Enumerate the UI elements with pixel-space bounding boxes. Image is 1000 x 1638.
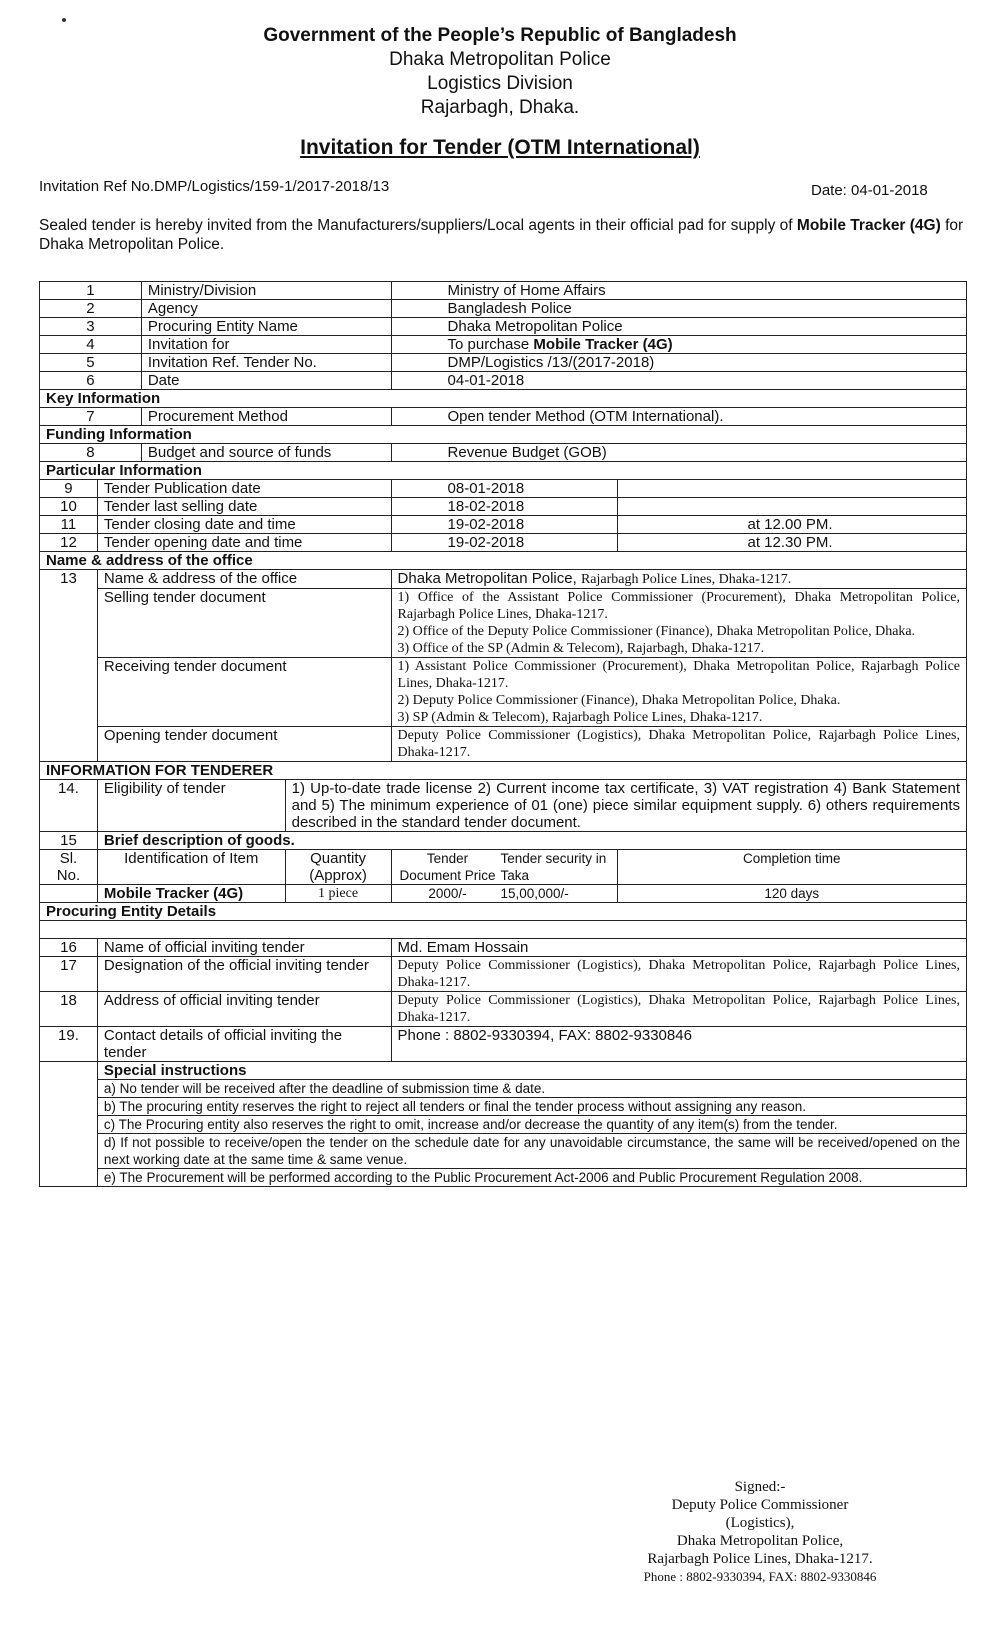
row-no: 19. [40, 1027, 98, 1062]
row-value: Deputy Police Commissioner (Logistics), Dhaka Metropolitan Police, Rajarbagh Police Lines, Dhaka-1217. [391, 957, 966, 992]
col-security: Tender security in Taka [500, 851, 607, 883]
selling-item: 2) Office of the Deputy Police Commissioner (Finance), Dhaka Metropolitan Police, Dhaka. [397, 624, 916, 639]
row-value-bold: Mobile Tracker (4G) [533, 336, 673, 353]
row-label: Date [141, 372, 391, 390]
eligibility-value: 1) Up-to-date trade license 2) Current income tax certificate, 3) VAT registration 4) Bank Statement and 5) The minimum experience of 01 (one) piece similar equipment supply. 6) others requirements described in the standard tender document. [285, 780, 966, 832]
goods-security: 15,00,000/- [500, 886, 569, 901]
table-row [40, 372, 967, 390]
goods-completion: 120 days [617, 885, 967, 903]
table-row [40, 300, 967, 318]
row-time [617, 480, 967, 498]
section-heading-row [40, 390, 967, 408]
table-row [40, 498, 967, 516]
row-no: 14. [40, 780, 98, 832]
opening-label: Opening tender document [97, 727, 391, 762]
tenderer-heading: INFORMATION FOR TENDERER [40, 762, 967, 780]
table-row [40, 336, 967, 354]
row-value [391, 336, 966, 354]
opening-value: Deputy Police Commissioner (Logistics), Dhaka Metropolitan Police, Rajarbagh Police Lines, Dhaka-1217. [391, 727, 966, 762]
row-value: 18-02-2018 [391, 498, 617, 516]
row-label: Procuring Entity Name [141, 318, 391, 336]
row-value: Dhaka Metropolitan Police [391, 318, 966, 336]
row-no: 5 [40, 354, 142, 372]
spacer [40, 921, 967, 939]
header-government: Government of the People’s Republic of Bangladesh [263, 25, 737, 46]
goods-price: 2000/- [428, 886, 467, 901]
table-row [40, 480, 967, 498]
special-c: c) The Procuring entity also reserves the right to omit, increase and/or decrease the quantity of any item(s) from the tender. [97, 1116, 966, 1134]
row-label: Address of official inviting tender [97, 992, 391, 1027]
col-price-security [391, 850, 617, 885]
row-label: Invitation for [141, 336, 391, 354]
row-label: Agency [141, 300, 391, 318]
table-row [40, 570, 967, 589]
col-price: Tender Document Price [399, 851, 496, 883]
tender-table [39, 281, 967, 1187]
table-row [40, 727, 967, 762]
special-heading-row [40, 1062, 967, 1080]
office-name-value [391, 570, 966, 589]
row-value: Deputy Police Commissioner (Logistics), Dhaka Metropolitan Police, Rajarbagh Police Lines, Dhaka-1217. [391, 992, 966, 1027]
table-row [40, 939, 967, 957]
row-value: 19-02-2018 [391, 534, 617, 552]
row-label: Designation of the official inviting tender [97, 957, 391, 992]
col-qty: Quantity (Approx) [285, 850, 391, 885]
row-no: 9 [40, 480, 98, 498]
office-heading: Name & address of the office [40, 552, 967, 570]
row-no: 12 [40, 534, 98, 552]
row-no: 15 [40, 832, 98, 850]
special-row [40, 1080, 967, 1098]
table-row [40, 780, 967, 832]
row-label: Tender opening date and time [97, 534, 391, 552]
table-row [40, 516, 967, 534]
row-no: 3 [40, 318, 142, 336]
selling-value [391, 589, 966, 658]
office-name-a: Dhaka Metropolitan Police, [397, 570, 581, 587]
special-row [40, 1098, 967, 1116]
special-gutter [40, 1062, 98, 1187]
col-sl: Sl. No. [40, 850, 98, 885]
row-label: Contact details of official inviting the tender [97, 1027, 391, 1062]
special-e: e) The Procurement will be performed according to the Public Procurement Act-2006 and Public Procurement Regulation 2008. [97, 1169, 966, 1187]
row-no: 8 [40, 444, 142, 462]
row-value: DMP/Logistics /13/(2017-2018) [391, 354, 966, 372]
signature-line: Deputy Police Commissioner [671, 1497, 849, 1513]
receiving-item: 2) Deputy Police Commissioner (Finance), Dhaka Metropolitan Police, Dhaka. [397, 693, 841, 708]
row-label: Tender last selling date [97, 498, 391, 516]
special-a: a) No tender will be received after the deadline of submission time & date. [97, 1080, 966, 1098]
row-value: 08-01-2018 [391, 480, 617, 498]
signature-line: (Logistics), [725, 1515, 795, 1531]
goods-heading: Brief description of goods. [97, 832, 966, 850]
section-heading-row [40, 903, 967, 921]
row-no: 2 [40, 300, 142, 318]
row-label: Invitation Ref. Tender No. [141, 354, 391, 372]
receiving-item: 3) SP (Admin & Telecom), Rajarbagh Police Lines, Dhaka-1217. [397, 710, 763, 725]
special-row [40, 1116, 967, 1134]
row-no: 11 [40, 516, 98, 534]
special-d: d) If not possible to receive/open the tender on the schedule date for any unavoidable circumstance, the same will be received/opened on the next working date at the same time & same venue. [97, 1134, 966, 1169]
row-value: 19-02-2018 [391, 516, 617, 534]
entity-heading: Procuring Entity Details [40, 903, 967, 921]
key-info-heading: Key Information [40, 390, 967, 408]
table-row [40, 318, 967, 336]
row-value: Phone : 8802-9330394, FAX: 8802-9330846 [391, 1027, 966, 1062]
special-heading: Special instructions [97, 1062, 966, 1080]
scan-mark [62, 18, 66, 22]
row-no: 17 [40, 957, 98, 992]
section-heading-row [40, 426, 967, 444]
row-value: Revenue Budget (GOB) [391, 444, 966, 462]
col-item: Identification of Item [97, 850, 285, 885]
row-no: 7 [40, 408, 142, 426]
special-b: b) The procuring entity reserves the right to reject all tenders or final the tender process without assigning any reason. [97, 1098, 966, 1116]
signature-line: Dhaka Metropolitan Police, [676, 1533, 844, 1549]
row-label: Tender Publication date [97, 480, 391, 498]
row-value: Bangladesh Police [391, 300, 966, 318]
goods-header-row [40, 850, 967, 885]
table-row [40, 534, 967, 552]
row-no: 10 [40, 498, 98, 516]
particular-heading: Particular Information [40, 462, 967, 480]
table-row [40, 1027, 967, 1062]
row-label: Procurement Method [141, 408, 391, 426]
header-dmp: Dhaka Metropolitan Police [389, 49, 611, 70]
intro-paragraph [39, 216, 967, 254]
goods-qty: 1 piece [285, 885, 391, 903]
selling-label: Selling tender document [97, 589, 391, 658]
special-row [40, 1169, 967, 1187]
row-time: at 12.30 PM. [617, 534, 967, 552]
signature-block [570, 1478, 950, 1586]
signature-line: Phone : 8802-9330394, FAX: 8802-9330846 [643, 1569, 877, 1584]
col-completion: Completion time [617, 850, 967, 885]
goods-price-security [391, 885, 617, 903]
goods-sl [40, 885, 98, 903]
receiving-value [391, 658, 966, 727]
intro-item: Mobile Tracker (4G) [796, 217, 941, 234]
section-heading-row [40, 462, 967, 480]
table-row [40, 658, 967, 727]
table-row [40, 444, 967, 462]
row-no: 6 [40, 372, 142, 390]
row-value: Md. Emam Hossain [391, 939, 966, 957]
header-division: Logistics Division [427, 73, 573, 94]
row-value: 04-01-2018 [391, 372, 966, 390]
row-value: Open tender Method (OTM International). [391, 408, 966, 426]
receiving-label: Receiving tender document [97, 658, 391, 727]
receiving-item: 1) Assistant Police Commissioner (Procurement), Dhaka Metropolitan Police, Rajarbagh Police Lines, Dhaka-1217. [397, 659, 960, 691]
row-time [617, 498, 967, 516]
row-label: Name of official inviting tender [97, 939, 391, 957]
table-row [40, 589, 967, 658]
row-no: 4 [40, 336, 142, 354]
selling-item: 3) Office of the SP (Admin & Telecom), Rajarbagh, Dhaka-1217. [397, 641, 765, 656]
section-heading-row [40, 552, 967, 570]
intro-tail: for Dhaka Metropolitan Police. [39, 217, 964, 253]
invitation-ref: Invitation Ref No.DMP/Logistics/159-1/2017-2018/13 [39, 178, 390, 195]
table-row [40, 282, 967, 300]
special-row [40, 1134, 967, 1169]
document-title: Invitation for Tender (OTM International) [300, 136, 700, 159]
table-row [40, 957, 967, 992]
signature-line: Rajarbagh Police Lines, Dhaka-1217. [647, 1551, 873, 1567]
row-time: at 12.00 PM. [617, 516, 967, 534]
goods-item-row [40, 885, 967, 903]
intro-text: Sealed tender is hereby invited from the Manufacturers/suppliers/Local agents in their official pad for supply of [39, 217, 797, 234]
row-value: Ministry of Home Affairs [391, 282, 966, 300]
eligibility-label: Eligibility of tender [97, 780, 285, 832]
goods-item: Mobile Tracker (4G) [97, 885, 285, 903]
office-name-b: Rajarbagh Police Lines, Dhaka-1217. [580, 572, 792, 587]
row-no: 16 [40, 939, 98, 957]
office-name-label: Name & address of the office [97, 570, 391, 589]
table-row [40, 408, 967, 426]
row-label: Tender closing date and time [97, 516, 391, 534]
funding-heading: Funding Information [40, 426, 967, 444]
table-row [40, 992, 967, 1027]
header-location: Rajarbagh, Dhaka. [420, 97, 580, 118]
row-no: 13 [40, 570, 98, 762]
row-label: Budget and source of funds [141, 444, 391, 462]
signature-line: Signed:- [734, 1479, 786, 1495]
row-no: 1 [40, 282, 142, 300]
selling-item: 1) Office of the Assistant Police Commissioner (Procurement), Dhaka Metropolitan Police, Rajarbagh Police Lines, Dhaka-1217. [397, 590, 960, 622]
section-heading-row [40, 762, 967, 780]
table-row [40, 354, 967, 372]
row-value-text: To purchase [447, 336, 534, 353]
row-label: Ministry/Division [141, 282, 391, 300]
invitation-date: Date: 04-01-2018 [811, 182, 928, 199]
spacer-row [40, 921, 967, 939]
goods-heading-row [40, 832, 967, 850]
row-no: 18 [40, 992, 98, 1027]
